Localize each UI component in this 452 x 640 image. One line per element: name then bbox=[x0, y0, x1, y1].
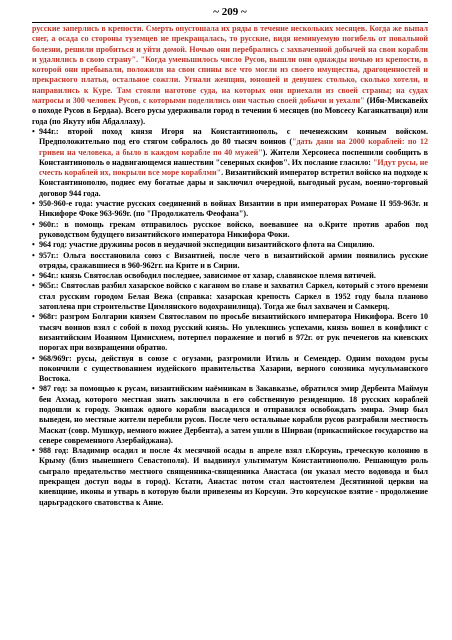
text-run: 965г.: Святослав разбил хазарское войско с каганом во главе и захватил Саркел, который с этого времени стал русским городом Белая Вежа (справка: хазарская крепость Саркел в 1952 году была планово затоплена при строительстве Цимлянского водохранилища). Тогда же был захвачен и Самкерц. bbox=[39, 281, 428, 312]
list-item bbox=[32, 220, 428, 241]
list-item bbox=[32, 251, 428, 272]
text-run: . Византийский император встретил войско на подходе к Константинополю, поднес ему богатые дары и заключил очередной, выгодный русам, военно-торговый договор 944 года. bbox=[39, 168, 428, 198]
page-number: ~ 209 ~ bbox=[213, 6, 247, 18]
text-run: 968/969г: русы, действуя в союзе с огузами, разгромили Итиль и Семендер. Одним походом русы покончили с существованием иудейского правительства Хазарии, верного союзника мусульманского Востока. bbox=[39, 353, 428, 384]
list-item bbox=[32, 127, 428, 199]
text-run: 944г.: второй поход князя Игоря на Константинополь, с печенежским конным войском. Предположительно под его стягом собралось до 80 тысяч воинов ( bbox=[39, 126, 428, 147]
body-text bbox=[32, 24, 428, 508]
quotation-text: "Идут русы, не счесть кораблей их, покрыли все море кораблми" bbox=[39, 157, 428, 178]
list-item bbox=[32, 384, 428, 446]
text-run: 964г.: князь Святослав освободил последнее, зависимое от хазар, славянское племя вятичей. bbox=[39, 271, 376, 281]
chronology-list bbox=[32, 127, 428, 508]
quotation-text: русские заперлись в крепости. Смерть опустошала их ряды в течение нескольких месяцев. Когда же выпал снег, а осада со стороны туземцев не прекращалась, то русские, видя неминуемую погибель от повальной болезни, решили пробиться и уйти домой. Ночью они перебрались с захваченной добычей на свои корабли и удалились в свою страну". "Когда уменьшилось число Русов, вышли они однажды ночью из крепости, в которой они пребывали, положили на свои спины все что могли из своего имущества, драгоценностей и прекрасного платья, остальное сожгли. Угнали женщин, юношей и девушек столько, сколько хотели, и направились к Куре. Там стояли наготове суда, на которых они приехали из своей страны; на судах матросы и 300 человек Русов, с которыми поделились они частью своей добычи и уехали" bbox=[32, 24, 428, 106]
text-run: ). Жители Херсонеса поспешили сообщить в Константинополь о надвигающемся нашествии "северных скифов". Их послание гласило: bbox=[39, 147, 428, 167]
list-item bbox=[32, 281, 428, 312]
list-item bbox=[32, 354, 428, 385]
list-item bbox=[32, 271, 428, 281]
intro-paragraph bbox=[32, 24, 428, 127]
text-run: 968г: разгром Болгарии князем Святославом по просьбе византийского императора Никифора. Всего 10 тысяч воинов взял с собой в поход русский князь. Но увлекшись успехами, князь вошел в конфликт с византийским Иоанном Цимисхием, потерпел поражение и погиб в 972г. от рук печенегов на киевских порогах при возвращении обратно. bbox=[39, 312, 428, 353]
list-item bbox=[32, 240, 428, 250]
header-rule bbox=[32, 22, 428, 23]
text-run: 988 год: Владимир осадил и после 4х месячной осады в апреле взял г.Корсунь, греческую колонию в Крыму (близ нынешнего Севастополя). И выдвинул ультиматум Константинополю. Решающую роль сыграло предательство местного священника-священника Анастаса (он указал место водовода и был прекращен доступ воды в город). Кстати, Анастас потом стал настоятелем Десятинной церкви на киевщине, иконы и утварь в которую были привезены из Корсуни. Это корсунское взятие - продолжение царьградского сватовства к Анне. bbox=[39, 446, 428, 507]
text-run: (Ибн-Мискавейх о походе Русов в Бердаа). Всего русы удерживали город в течении 6 месяцев (по Мовсесу Каганкатваци) или года (по Якуту ибн Абдаллаху). bbox=[32, 96, 428, 126]
quotation-text: "дать дани на 2000 кораблей: по 12 гривен на человека, а было в каждом корабле по 40 мужей" bbox=[39, 137, 428, 157]
list-item bbox=[32, 446, 428, 508]
text-run: 987 год: за помощью к русам, византийским наёмникам в Закавказье, обратился эмир Дербента Маймун бен Ахмад, которого местная знать заключила в его собственную резиденцию. 18 русских кораблей подошли к городу. Экипаж одного корабли высадился и отправился освобождать эмира. Эмир был выведен, но местные жители перебили русов. После чего остальные корабли русов разграбили местность Маскат (совр. Мушкур, немного южнее Дербента), а затем ушли в Ширван (прикаспийское государство на севере современного Азербайджана). bbox=[39, 384, 428, 445]
text-run: 957г.: Ольга восстановила союз с Византией, после чего в византийской армии появились русские отряды, сражавшиеся в 960-962гг. на Крите и в Сирии. bbox=[39, 250, 428, 270]
text-run: 950-960-е года: участие русских соединений в войнах Византии в при императорах Романе II 959-963г. и Никифоре Фоке 963-969г. (по "Продолжатель Феофана"). bbox=[39, 199, 428, 219]
text-run: 960г.: в помощь грекам отправилось русское войско, воевавшее на о.Крите против арабов под руководством будущего византийского императора Никифора Фоки. bbox=[39, 219, 428, 239]
text-run: 964 год: участие дружины росов в неудачной экспедиции византийского флота на Сицилию. bbox=[39, 240, 375, 250]
list-item bbox=[32, 199, 428, 220]
list-item bbox=[32, 312, 428, 353]
